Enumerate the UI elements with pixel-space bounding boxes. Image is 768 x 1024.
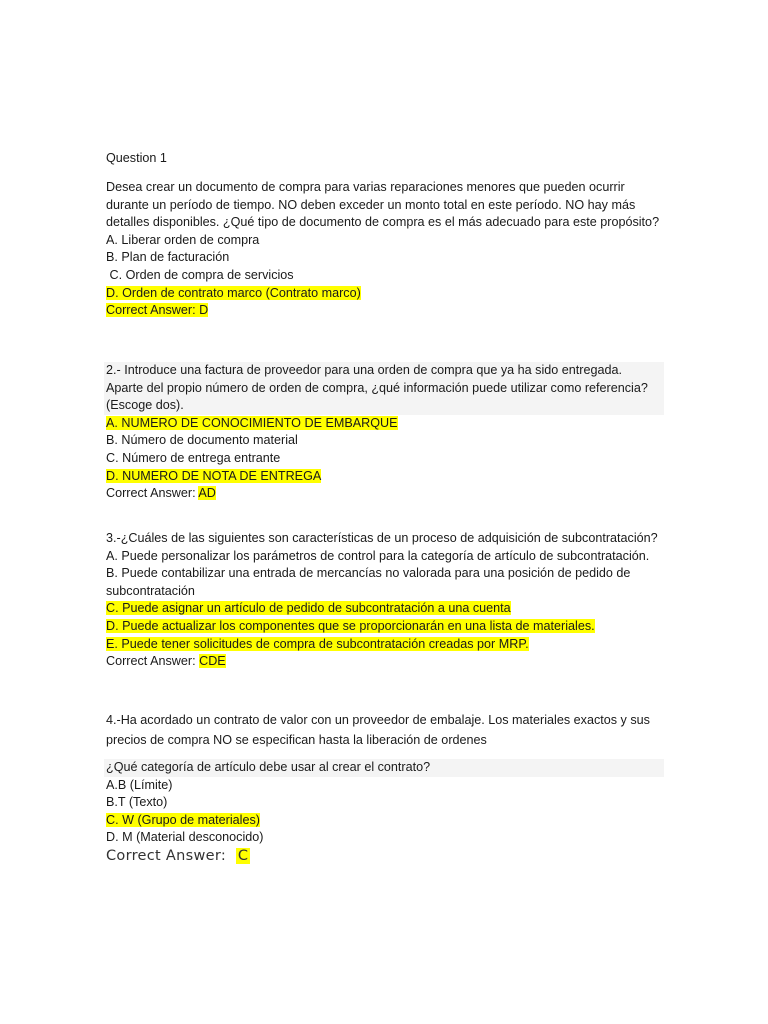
question-4-option-c-highlighted: C. W (Grupo de materiales) — [106, 812, 260, 827]
question-3-option-d-highlighted: D. Puede actualizar los componentes que se proporcionarán en una lista de materiales. — [106, 618, 595, 633]
question-3-option-a: A. Puede personalizar los parámetros de control para la categoría de artículo de subcontratación. — [106, 548, 650, 563]
question-2-option-b: B. Número de documento material — [106, 433, 298, 448]
question-1-answer: Correct Answer: D — [106, 303, 209, 318]
question-2-option-a-highlighted: A. NUMERO DE CONOCIMIENTO DE EMBARQUE — [106, 415, 398, 430]
question-3-option-b: B. Puede contabilizar una entrada de mercancías no valorada para una posición de pedido de — [106, 566, 631, 581]
question-2-option-c: C. Número de entrega entrante — [106, 450, 281, 465]
question-4-body — [106, 759, 666, 866]
answer-label: Correct Answer: — [106, 847, 236, 864]
question-4-question-shaded — [104, 759, 664, 777]
question-3-stem-line: 3.-¿Cuáles de las siguientes son características de un proceso de adquisición de subcontratación? — [106, 531, 658, 545]
question-3-option-e-highlighted: E. Puede tener solicitudes de compra de subcontratación creadas por MRP. — [106, 636, 529, 651]
answer-label: Correct Answer: — [106, 654, 200, 669]
question-1-stem-line: Desea crear un documento de compra para varias reparaciones menores que pueden ocurrir — [106, 180, 625, 194]
question-4-stem — [106, 710, 666, 750]
question-1-option-b: B. Plan de facturación — [106, 250, 230, 265]
question-4-question: ¿Qué categoría de artículo debe usar al crear el contrato? — [106, 760, 431, 774]
question-4-option-a: A.B (Límite) — [106, 777, 173, 792]
question-4-stem-line: 4.-Ha acordado un contrato de valor con un proveedor de embalaje. Los materiales exactos y sus — [106, 713, 650, 727]
question-2-stem-shaded — [104, 362, 664, 415]
answer-value: CDE — [199, 654, 226, 669]
question-2-stem-line: (Escoge dos). — [106, 398, 184, 413]
question-1-stem-line: detalles disponibles. ¿Qué tipo de documento de compra es el más adecuado para este propósito? — [106, 215, 660, 230]
question-4-option-d: D. M (Material desconocido) — [106, 830, 264, 845]
question-3-answer — [106, 653, 666, 671]
question-2 — [106, 362, 666, 503]
question-1-title: Question 1 — [106, 151, 167, 165]
question-4-option-b: B.T (Texto) — [106, 795, 168, 810]
question-3-option-b-cont: subcontratación — [106, 583, 195, 598]
answer-label: Correct Answer: — [106, 486, 199, 501]
question-4-answer — [106, 847, 666, 866]
question-2-stem-line: Aparte del propio número de orden de compra, ¿qué información puede utilizar como referencia? — [106, 380, 648, 395]
question-3-option-c-highlighted: C. Puede asignar un artículo de pedido de subcontratación a una cuenta — [106, 601, 511, 616]
question-1-option-c: C. Orden de compra de servicios — [106, 267, 294, 282]
question-2-option-d-highlighted: D. NUMERO DE NOTA DE ENTREGA — [106, 468, 322, 483]
answer-value: AD — [198, 486, 216, 501]
question-3 — [106, 530, 666, 671]
answer-value: C — [237, 847, 249, 864]
question-2-answer — [106, 485, 666, 503]
question-1-option-d-highlighted: D. Orden de contrato marco (Contrato marco) — [106, 285, 361, 300]
question-1-option-a: A. Liberar orden de compra — [106, 232, 260, 247]
question-2-stem-line: 2.- Introduce una factura de proveedor para una orden de compra que ya ha sido entregada. — [106, 363, 622, 377]
question-1 — [106, 150, 666, 168]
question-1-stem-line: durante un período de tiempo. NO deben exceder un monto total en este período. NO hay más — [106, 197, 636, 212]
question-1-body — [106, 179, 666, 320]
question-4-stem-line: precios de compra NO se especifican hasta la liberación de ordenes — [106, 733, 487, 747]
